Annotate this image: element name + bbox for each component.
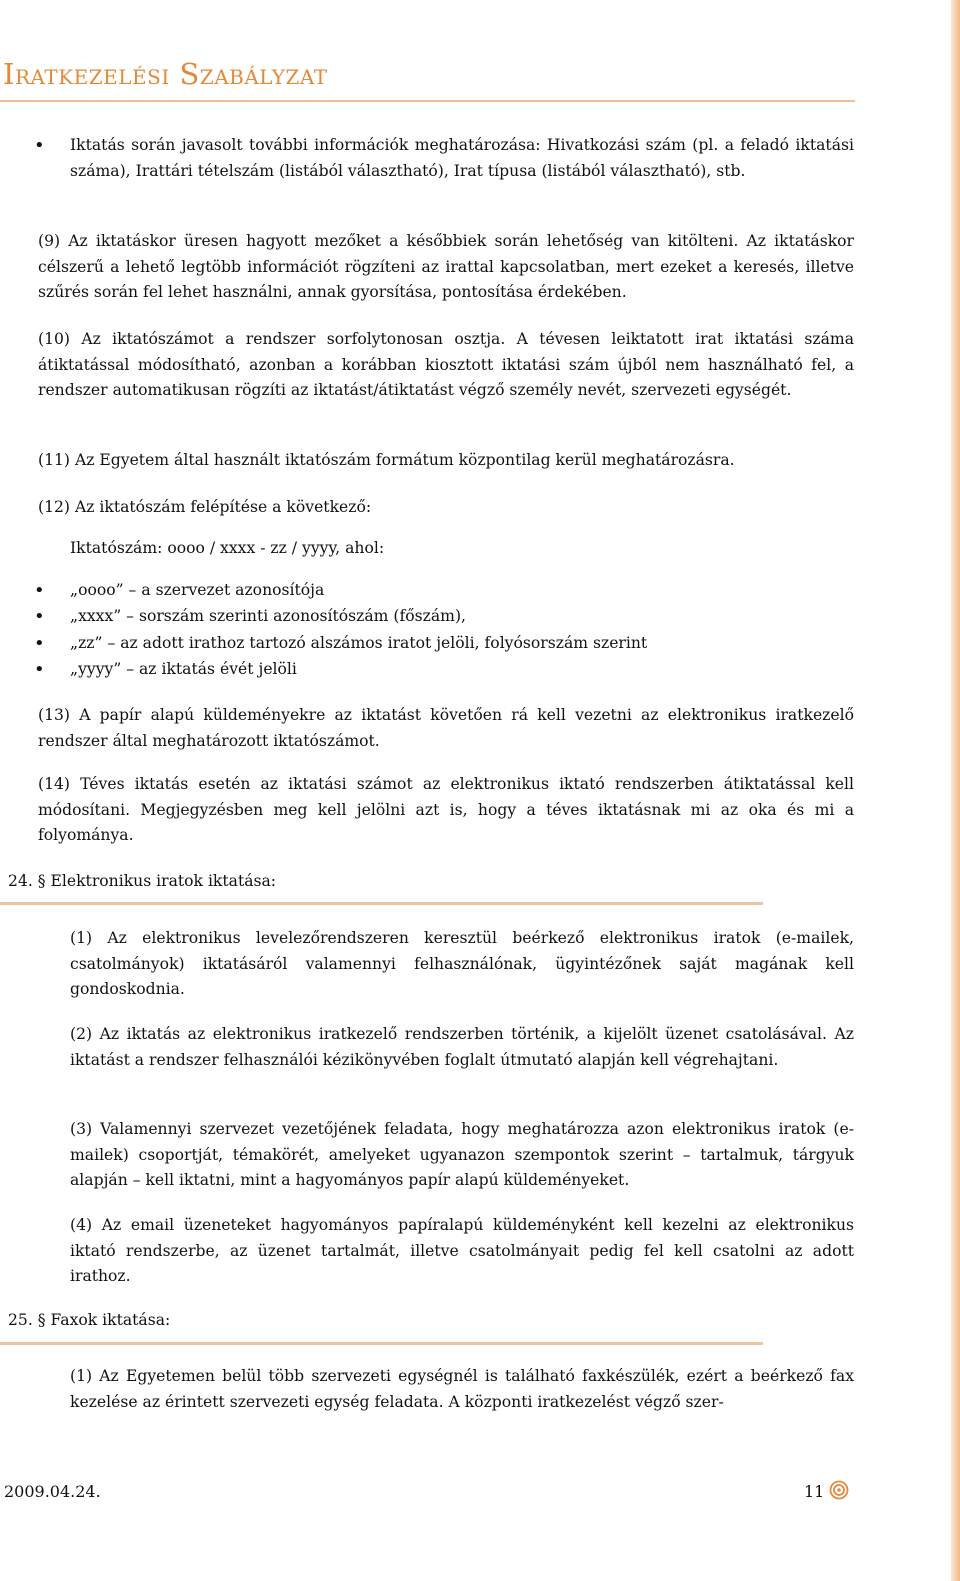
section-24-paragraph-1: (1) Az elektronikus levelezőrendszeren keresztül beérkező elektronikus iratok (e-mailek, csatolmányok) iktatásáról valamennyi felhasználónak, ügyintézőnek saját magának kell gondoskodnia.	[70, 929, 854, 998]
section-24-paragraph-2: (2) Az iktatás az elektronikus iratkezelő rendszerben történik, a kijelölt üzenet csatolásával. Az iktatást a rendszer felhasználói kézikönyvében foglalt útmutató alapján kell végrehajtani.	[70, 1025, 854, 1069]
paragraph-10: (10) Az iktatószámot a rendszer sorfolytonosan osztja. A tévesen leiktatott irat iktatási száma átiktatással módosítható, azonban a korábban kiosztott iktatási szám újból nem használható fel, a rendszer automatikusan rögzíti az iktatást/átiktatást végző személy nevét, szervezeti egységét.	[38, 330, 854, 399]
page-title: Iratkezelési Szabályzat	[3, 57, 328, 91]
paragraph-14: (14) Téves iktatás esetén az iktatási számot az elektronikus iktató rendszerben átiktatással kell módosítani. Megjegyzésben meg kell jelölni azt is, hogy a téves iktatásnak mi az oka és mi a folyománya.	[38, 775, 854, 844]
section-rule	[0, 902, 763, 905]
page-edge-bar	[951, 0, 960, 1581]
page-number: 11	[804, 1482, 825, 1501]
bullet-dot: •	[34, 606, 45, 627]
bullet-dot: •	[34, 633, 45, 654]
list-item: „zz” – az adott irathoz tartozó alszámos iratot jelöli, folyósorszám szerint	[70, 634, 648, 652]
list-item: „oooo” – a szervezet azonosítója	[70, 581, 325, 599]
format-line: Iktatószám: oooo / xxxx - zz / yyyy, ahol:	[70, 539, 385, 557]
footer-date: 2009.04.24.	[4, 1482, 101, 1501]
paragraph-12: (12) Az iktatószám felépítése a következő:	[38, 498, 372, 516]
section-25-paragraph-1: (1) Az Egyetemen belül több szervezeti egységnél is található faxkészülék, ezért a beérkező fax kezelése az érintett szervezeti egység feladata. A központi iratkezelést végző szer-	[70, 1367, 854, 1411]
list-item: „xxxx” – sorszám szerinti azonosítószám (főszám),	[70, 607, 467, 625]
section-24-paragraph-3: (3) Valamennyi szervezet vezetőjének feladata, hogy meghatározza azon elektronikus iratok (e-mailek) csoportját, témakörét, amelyeket ugyanazon szempontok szerint – tartalmuk, tárgyuk alapján – kell iktatni, mint a hagyományos papír alapú küldeményeket.	[70, 1120, 854, 1189]
list-item: Iktatás során javasolt további információk meghatározása: Hivatkozási szám (pl. a feladó iktatási száma), Irattári tételszám (listából választható), Irat típusa (listából választható), stb.	[70, 136, 854, 180]
bullet-dot: •	[34, 135, 45, 156]
header-rule	[0, 100, 855, 102]
paragraph-11: (11) Az Egyetem által használt iktatószám formátum központilag kerül meghatározásra.	[38, 451, 735, 469]
bullet-dot: •	[34, 580, 45, 601]
section-24-paragraph-4: (4) Az email üzeneteket hagyományos papíralapú küldeményként kell kezelni az elektronikus iktató rendszerbe, az üzenet tartalmát, illetve csatolmányait pedig fel kell csatolni az adott irathoz.	[70, 1216, 854, 1285]
section-heading-25: 25. § Faxok iktatása:	[8, 1311, 171, 1329]
section-rule	[0, 1342, 763, 1345]
section-heading-24: 24. § Elektronikus iratok iktatása:	[8, 872, 277, 890]
list-item: „yyyy” – az iktatás évét jelöli	[70, 660, 297, 678]
paragraph-13: (13) A papír alapú küldeményekre az iktatást követően rá kell vezetni az elektronikus iratkezelő rendszer által meghatározott iktatószámot.	[38, 706, 854, 750]
paragraph-9: (9) Az iktatáskor üresen hagyott mezőket a későbbiek során lehetőség van kitölteni. Az iktatáskor célszerű a lehető legtöbb információt rögzíteni az irattal kapcsolatban, mert ezeket a keresés, illetve szűrés során fel lehet használni, annak gyorsítása, pontosítása érdekében.	[38, 232, 854, 301]
bullet-dot: •	[34, 659, 45, 680]
concentric-circles-icon	[829, 1480, 849, 1500]
